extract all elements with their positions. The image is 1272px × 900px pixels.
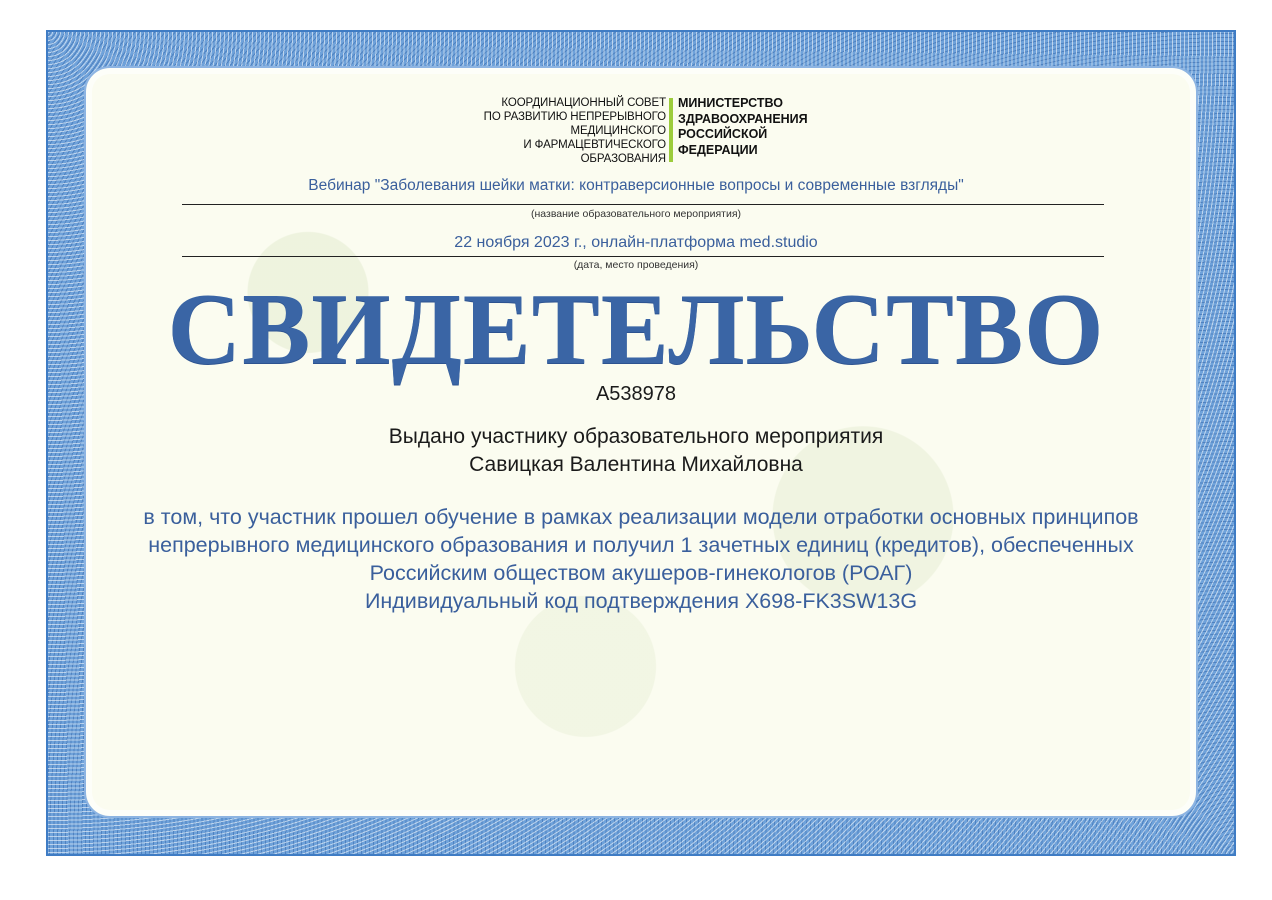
ministry-line: ФЕДЕРАЦИИ <box>678 142 758 157</box>
event-title-caption: (название образовательного мероприятия) <box>530 208 741 220</box>
issued-to-text: Выдано участнику образовательного мероприятия <box>388 425 884 448</box>
council-line: МЕДИЦИНСКОГО <box>570 125 666 137</box>
ministry-name <box>678 96 808 158</box>
council-line: ОБРАЗОВАНИЯ <box>580 153 666 165</box>
date-place-caption: (дата, место проведения) <box>573 259 699 271</box>
participant-name: Савицкая Валентина Михайловна <box>469 453 803 476</box>
ministry-line: ЗДРАВООХРАНЕНИЯ <box>678 111 808 126</box>
event-title: Вебинар "Заболевания шейки матки: контраверсионные вопросы и современные взгляды" <box>308 177 964 194</box>
certificate-body <box>136 503 1146 615</box>
logo-divider-bar <box>669 98 673 162</box>
certificate-title: СВИДЕТЕЛЬСТВО <box>167 273 1105 386</box>
council-line: КООРДИНАЦИОННЫЙ СОВЕТ <box>501 97 666 109</box>
event-date-place: 22 ноября 2023 г., онлайн-платформа med.studio <box>454 234 818 251</box>
confirmation-code: Индивидуальный код подтверждения X698-FK3SW13G <box>364 589 918 613</box>
ministry-line: МИНИСТЕРСТВО <box>678 96 783 110</box>
date-place-rule <box>182 256 1104 257</box>
council-line: ПО РАЗВИТИЮ НЕПРЕРЫВНОГО <box>483 111 666 123</box>
issued-block <box>0 423 1272 479</box>
event-title-rule <box>182 204 1104 205</box>
council-name <box>484 96 666 166</box>
council-line: И ФАРМАЦЕВТИЧЕСКОГО <box>523 139 666 151</box>
ministry-line: РОССИЙСКОЙ <box>678 127 768 141</box>
organization-logo <box>0 96 1272 164</box>
body-text: в том, что участник прошел обучение в рамках реализации модели отработки основных принципов непрерывного медицинского образования и получил 1 зачетных единиц (кредитов), обеспеченных Российским обществом акушеров-гинекологов (РОАГ) <box>143 505 1139 585</box>
certificate-number: А538978 <box>595 383 677 405</box>
